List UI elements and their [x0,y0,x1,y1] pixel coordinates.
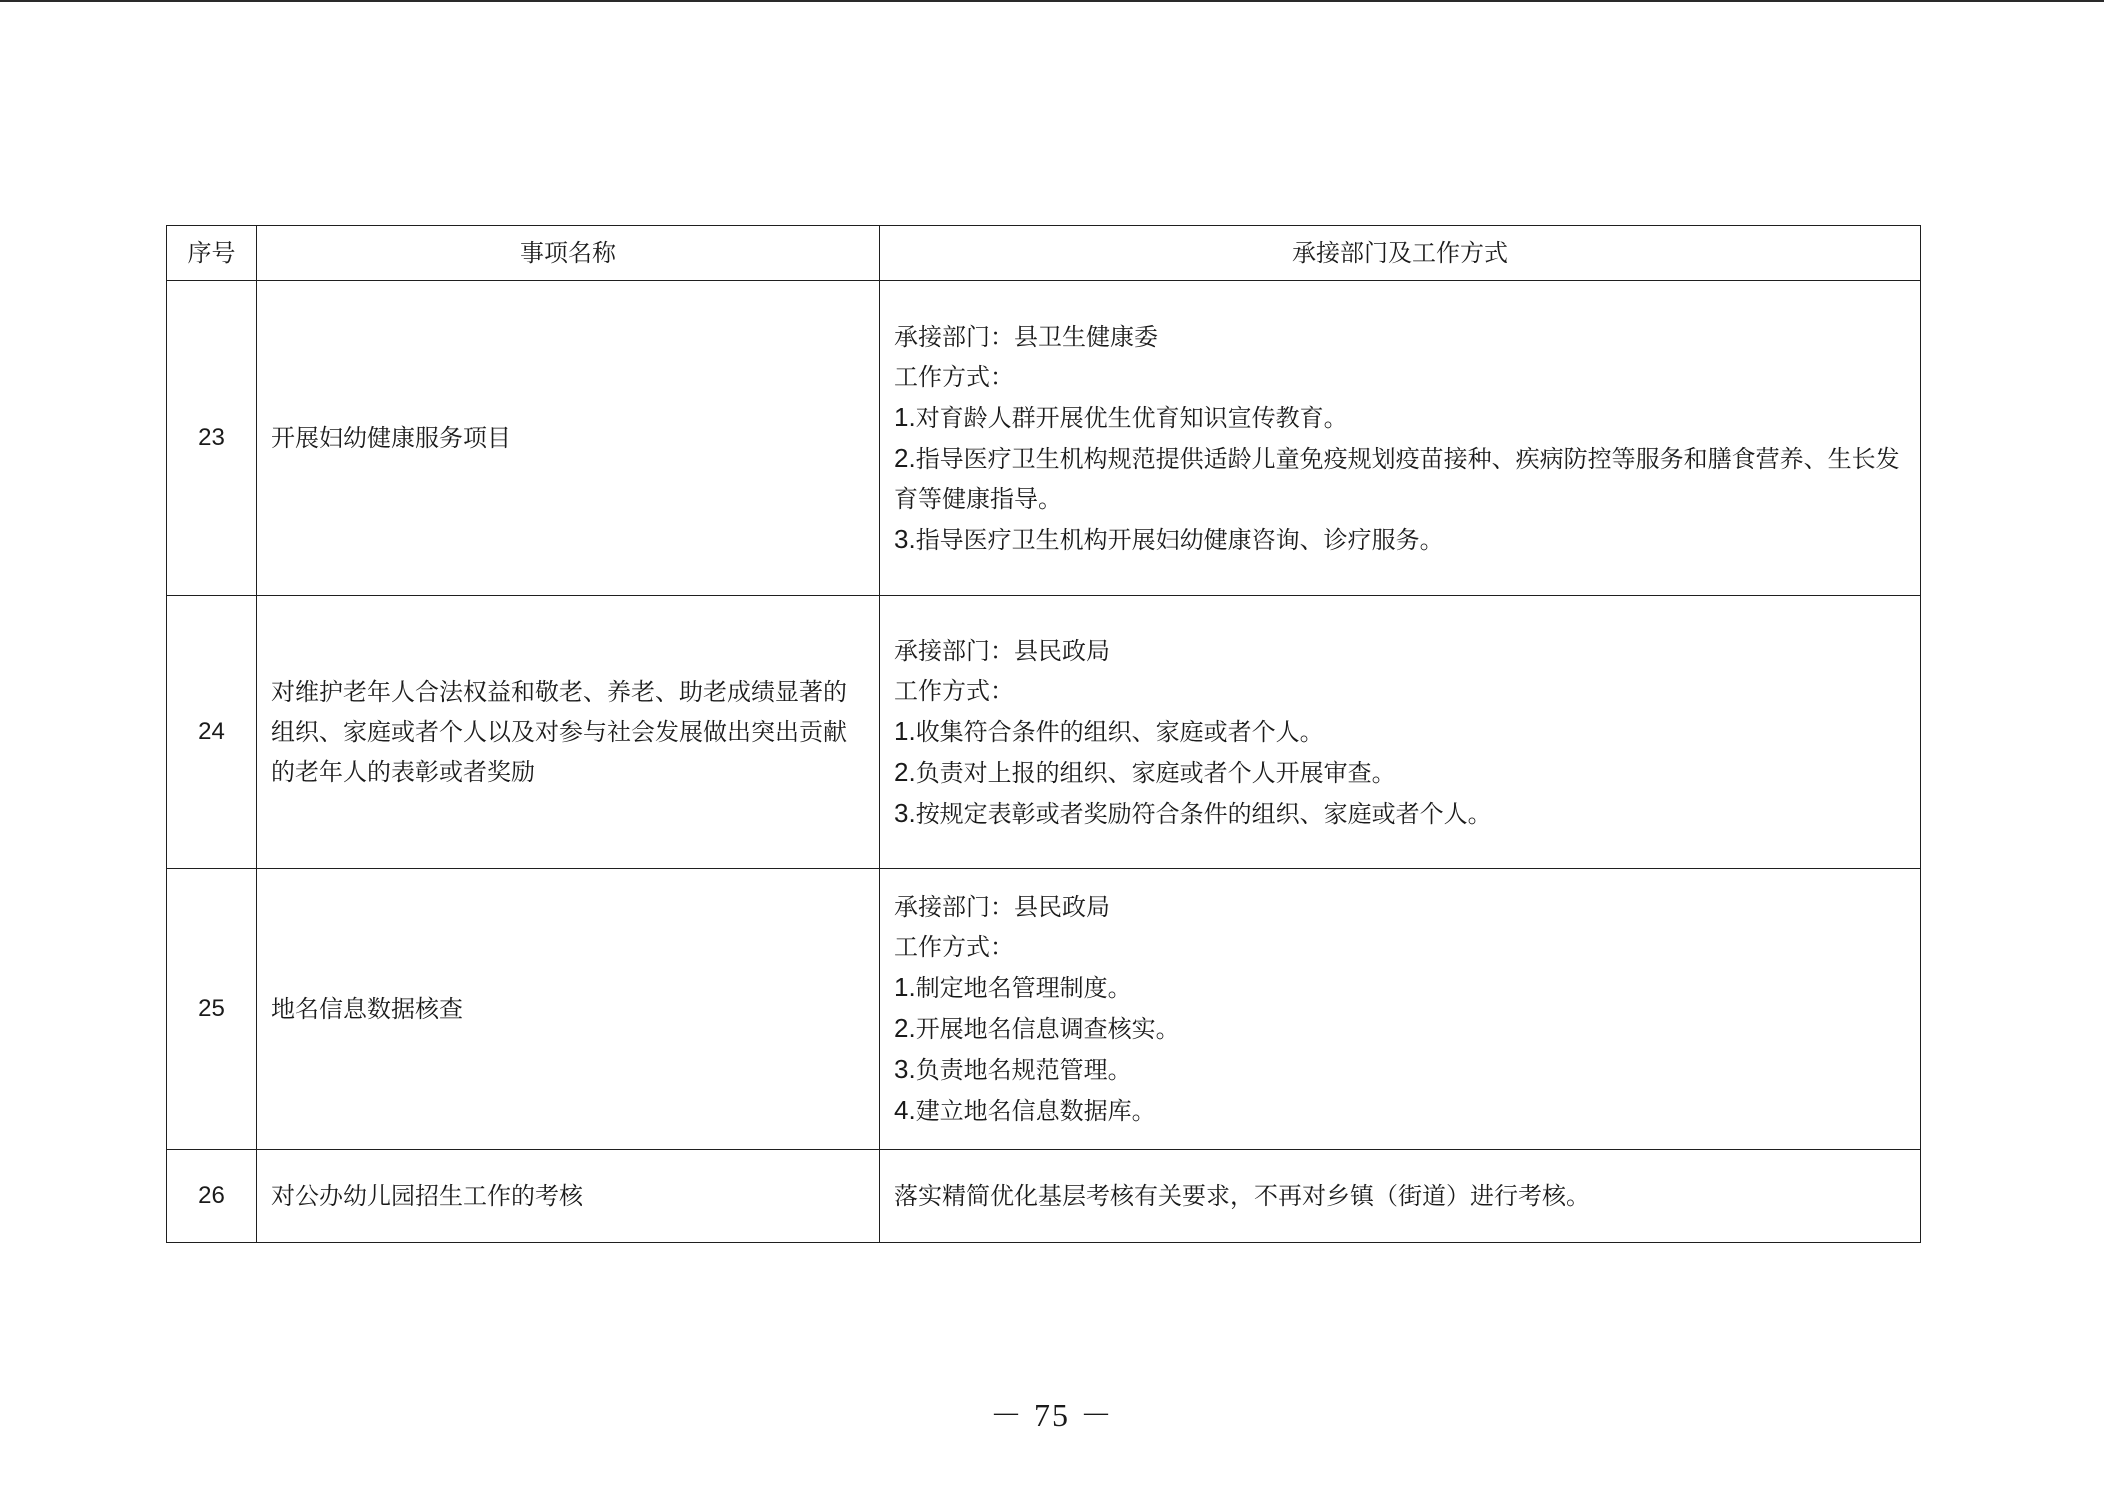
method-step [894,1090,1906,1131]
step-number: 1. [894,401,916,432]
method-step [894,752,1906,793]
method-step [894,711,1906,752]
header-item-name: 事项名称 [257,226,880,281]
dept-method-cell [880,869,1921,1150]
step-number: 4. [894,1095,916,1125]
table-row-25 [167,869,1921,1150]
method-step [894,1049,1906,1090]
step-text: 制定地名管理制度。 [915,974,1132,1002]
method-step [894,519,1906,560]
page-number: － 75 － [989,1397,1114,1433]
step-text: 收集符合条件的组织、家庭或者个人。 [915,717,1324,746]
step-number: 3. [894,797,916,828]
dept-method-cell [880,281,1921,596]
step-number: 2. [894,1013,916,1043]
method-step [894,438,1906,519]
row-number: 26 [167,1150,257,1243]
table-row-26 [167,1150,1921,1243]
method-label: 工作方式： [894,362,1014,391]
step-number: 3. [894,1054,916,1084]
header-dept-method: 承接部门及工作方式 [880,226,1921,281]
table-header-row [167,226,1921,281]
step-text: 对育龄人群开展优生优育知识宣传教育。 [915,403,1348,432]
item-name: 开展妇幼健康服务项目 [257,281,880,596]
method-step [894,793,1906,834]
step-number: 3. [894,523,916,554]
row-number: 24 [167,596,257,869]
dept-line: 承接部门：县民政局 [894,636,1110,665]
method-label: 工作方式： [894,933,1014,961]
step-text: 负责对上报的组织、家庭或者个人开展审查。 [915,758,1396,787]
table-row-24 [167,596,1921,869]
dept-line: 承接部门：县民政局 [894,893,1110,921]
step-text: 负责地名规范管理。 [915,1056,1132,1084]
step-number: 1. [894,715,916,746]
table-row-23 [167,281,1921,596]
method-step [894,397,1906,438]
header-seq: 序号 [167,226,257,281]
dept-method-cell [880,596,1921,869]
method-step [894,967,1906,1008]
dept-line: 承接部门：县卫生健康委 [894,322,1158,351]
item-name: 对维护老年人合法权益和敬老、养老、助老成绩显著的组织、家庭或者个人以及对参与社会发展做出突出贡献的老年人的表彰或者奖励 [257,596,880,869]
matters-table [166,225,1921,1243]
step-text: 开展地名信息调查核实。 [915,1015,1180,1043]
step-text: 建立地名信息数据库。 [915,1097,1156,1125]
row-number: 25 [167,869,257,1150]
row-number: 23 [167,281,257,596]
method-label: 工作方式： [894,676,1014,705]
note-text: 落实精简优化基层考核有关要求，不再对乡镇（街道）进行考核。 [880,1150,1921,1243]
step-number: 2. [894,756,916,787]
step-number: 1. [894,972,916,1002]
step-text: 按规定表彰或者奖励符合条件的组织、家庭或者个人。 [915,799,1492,828]
step-text: 指导医疗卫生机构开展妇幼健康咨询、诊疗服务。 [915,525,1444,554]
method-step [894,1008,1906,1049]
step-text: 指导医疗卫生机构规范提供适龄儿童免疫规划疫苗接种、疾病防控等服务和膳食营养、生长发育等健康指导。 [894,444,1900,513]
step-number: 2. [894,442,916,473]
top-border-rule [0,0,2104,2]
item-name: 对公办幼儿园招生工作的考核 [257,1150,880,1243]
item-name: 地名信息数据核查 [257,869,880,1150]
